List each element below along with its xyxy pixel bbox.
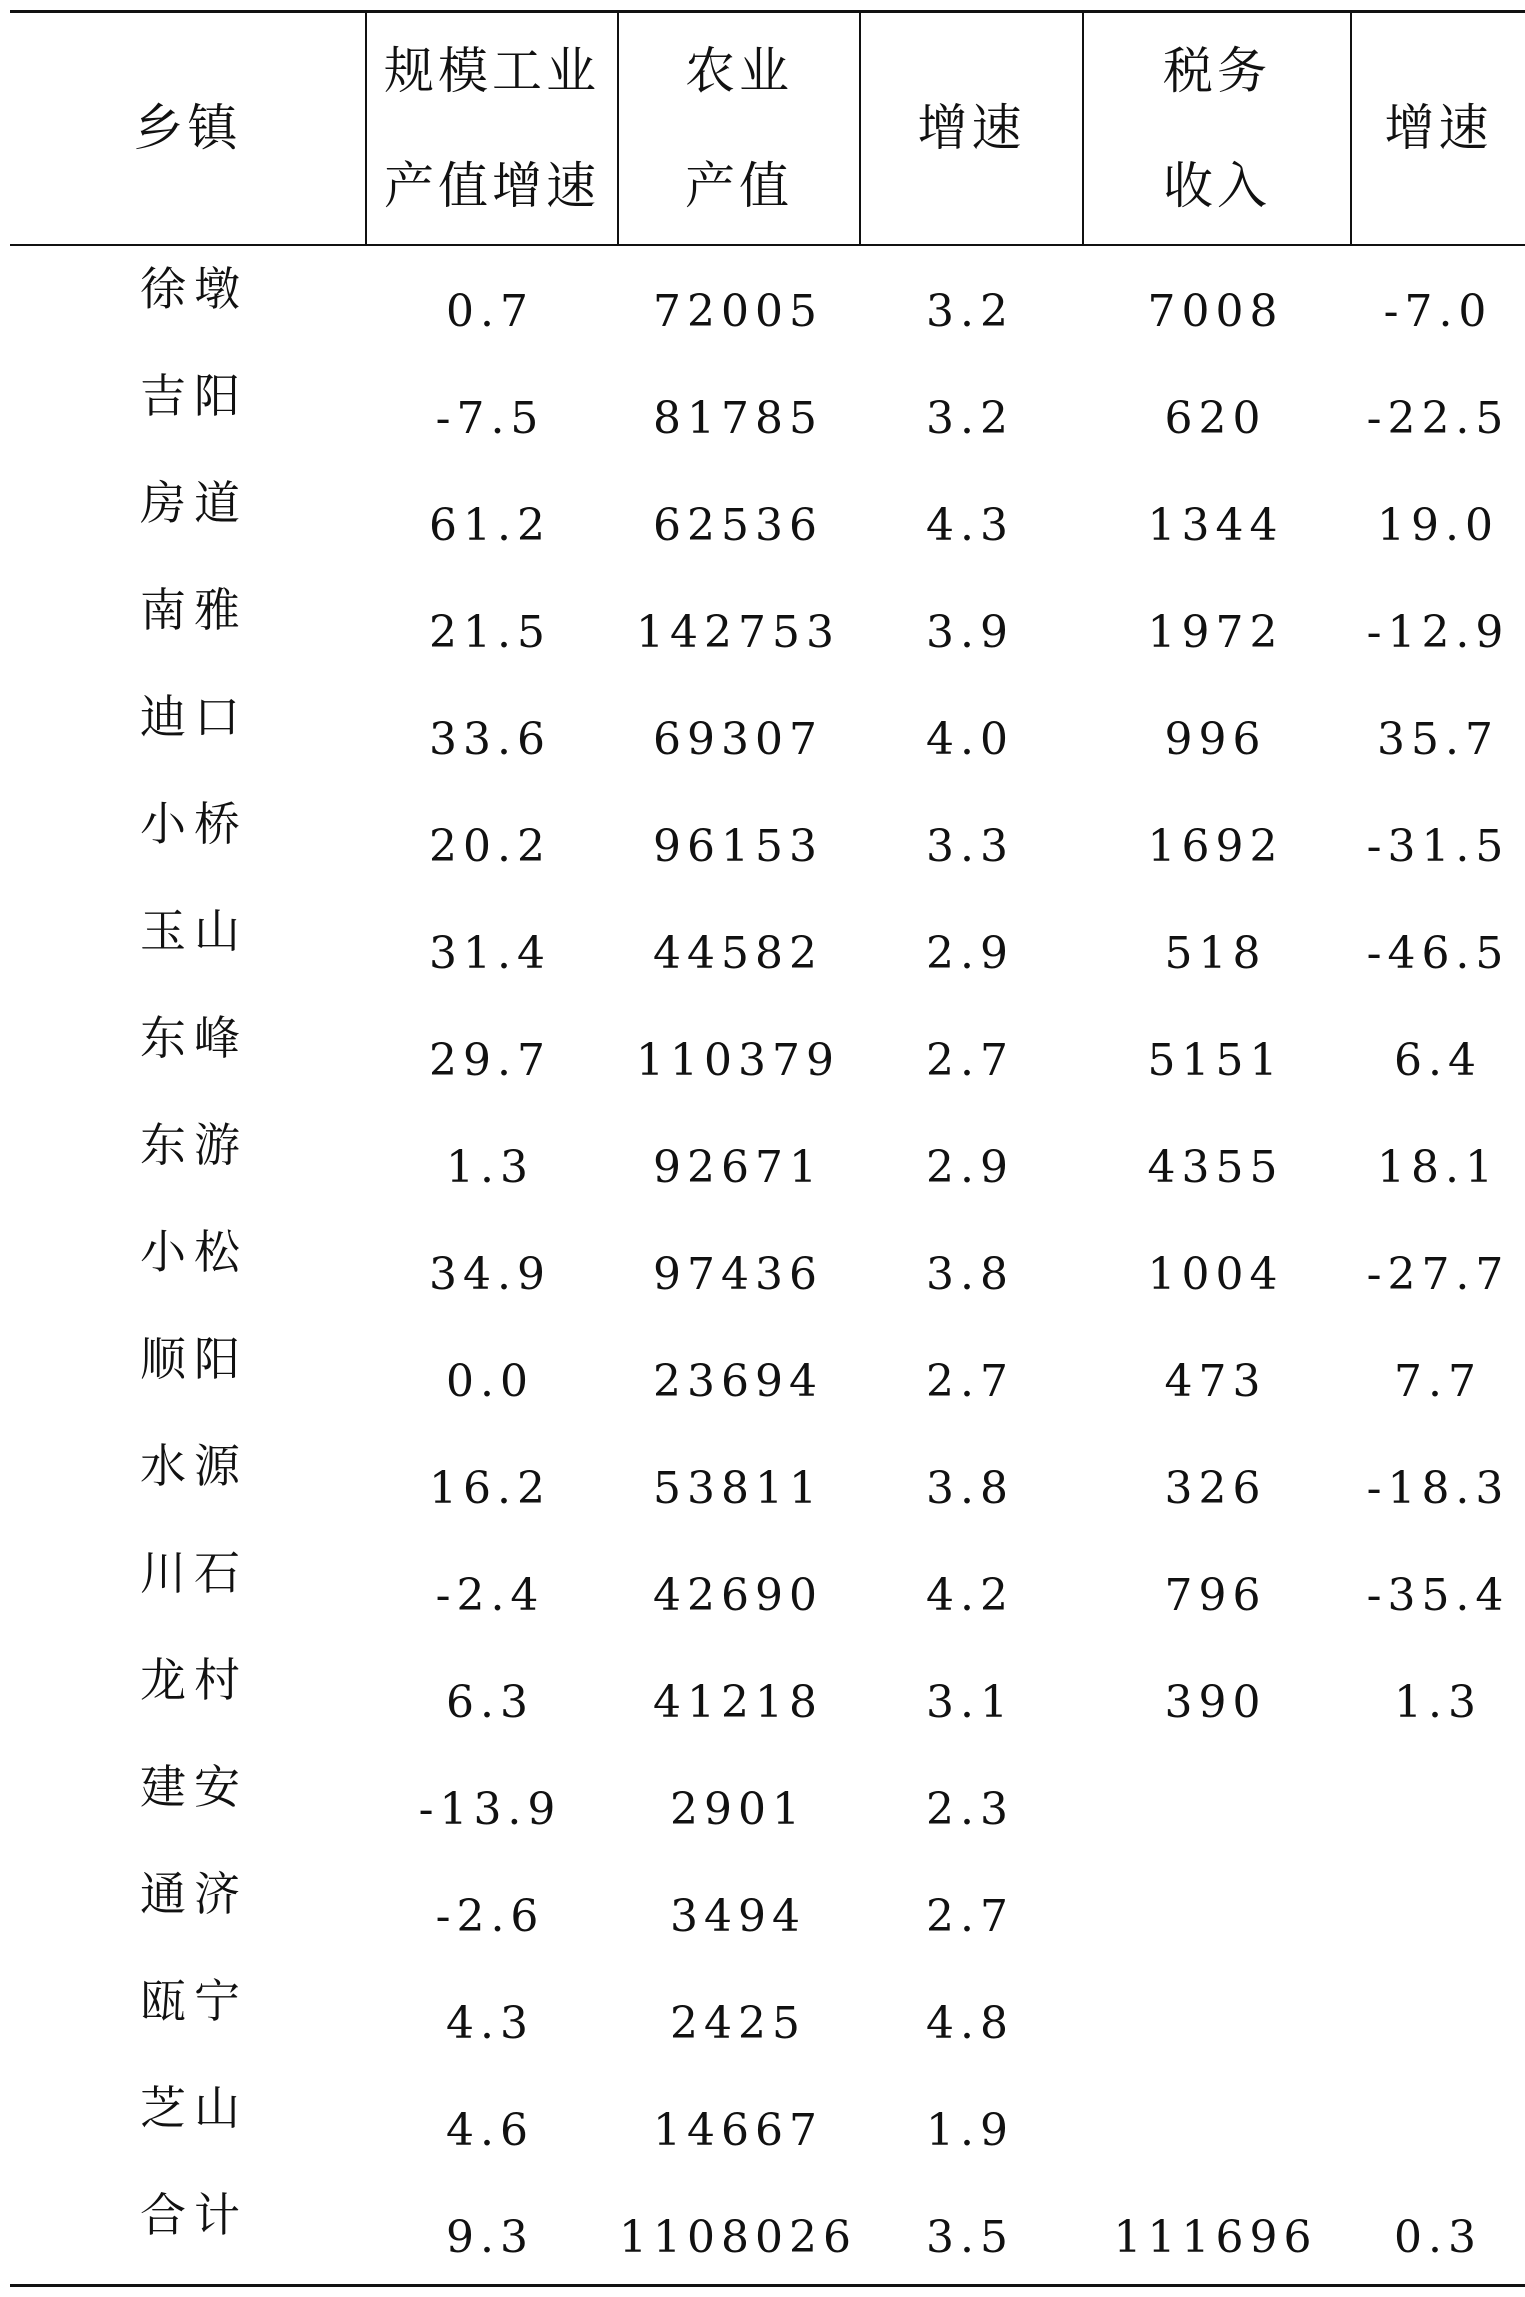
- industry-growth-cell: 21.5: [429, 607, 551, 658]
- header-agri-growth-label: 增速: [917, 99, 1026, 157]
- industry-growth-cell: 33.6: [429, 714, 551, 765]
- industry-growth-cell: 0.7: [446, 286, 534, 337]
- agri-value-cell: 97436: [653, 1249, 823, 1300]
- town-cell: 通济: [140, 1867, 248, 1921]
- table-row: [0, 1744, 1525, 1851]
- header-industry-line1: 规模工业: [384, 41, 600, 100]
- header-tax-line1: 税务: [1163, 41, 1271, 100]
- industry-growth-cell: 31.4: [429, 928, 551, 979]
- tax-growth-cell: [1351, 2077, 1525, 2184]
- tax-growth-cell: -7.0: [1383, 286, 1493, 337]
- agri-growth-cell: 3.8: [926, 1249, 1014, 1300]
- town-cell: 川石: [140, 1546, 248, 1600]
- industry-growth-cell: -13.9: [418, 1784, 562, 1835]
- town-cell: 水源: [140, 1439, 248, 1493]
- table-row: [0, 1530, 1525, 1637]
- tax-cell: 473: [1164, 1356, 1267, 1407]
- agri-value-cell: 53811: [653, 1463, 823, 1514]
- agri-value-cell: 3494: [670, 1891, 806, 1942]
- table-row: [0, 674, 1525, 781]
- tax-cell: 1004: [1147, 1249, 1284, 1300]
- tax-growth-cell: 35.7: [1377, 714, 1499, 765]
- town-cell: 东游: [140, 1118, 248, 1172]
- tax-cell: 1692: [1147, 821, 1284, 872]
- tax-cell: 620: [1164, 393, 1267, 444]
- table-row: [0, 353, 1525, 460]
- industry-growth-cell: 29.7: [429, 1035, 551, 1086]
- town-cell: 徐墩: [140, 262, 248, 316]
- tax-cell: 4355: [1147, 1142, 1284, 1193]
- tax-growth-cell: 19.0: [1377, 500, 1499, 551]
- agri-growth-cell: 3.2: [926, 393, 1014, 444]
- town-cell: 南雅: [140, 583, 248, 637]
- table-row: [0, 1637, 1525, 1744]
- table-row: [0, 1316, 1525, 1423]
- table-row: [0, 1423, 1525, 1530]
- agri-value-cell: 42690: [653, 1570, 823, 1621]
- tax-growth-cell: -35.4: [1366, 1570, 1510, 1621]
- header-industry-growth: [367, 13, 617, 244]
- agri-growth-cell: 3.1: [926, 1677, 1014, 1728]
- agri-value-cell: 14667: [653, 2105, 823, 2156]
- header-agri-value: [619, 13, 859, 244]
- tax-growth-cell: 0.3: [1394, 2212, 1482, 2263]
- industry-growth-cell: 4.6: [446, 2105, 534, 2156]
- tax-growth-cell: -31.5: [1366, 821, 1510, 872]
- town-cell: 合计: [140, 2188, 248, 2242]
- table-row: [0, 567, 1525, 674]
- tax-growth-cell: [1351, 1756, 1525, 1863]
- tax-cell: 996: [1164, 714, 1267, 765]
- tax-growth-cell: 1.3: [1394, 1677, 1482, 1728]
- tax-growth-cell: 18.1: [1377, 1142, 1499, 1193]
- tax-cell: [1083, 1756, 1348, 1863]
- table-row: [0, 460, 1525, 567]
- industry-growth-cell: 20.2: [429, 821, 551, 872]
- agri-value-cell: 44582: [653, 928, 823, 979]
- agri-value-cell: 41218: [653, 1677, 823, 1728]
- town-cell: 东峰: [140, 1011, 248, 1065]
- agri-growth-cell: 2.7: [926, 1035, 1014, 1086]
- agri-growth-cell: 3.5: [926, 2212, 1014, 2263]
- tax-growth-cell: -46.5: [1366, 928, 1510, 979]
- agri-growth-cell: 4.0: [926, 714, 1014, 765]
- agri-value-cell: 110379: [636, 1035, 840, 1086]
- agri-value-cell: 72005: [653, 286, 823, 337]
- agri-growth-cell: 4.8: [926, 1998, 1014, 2049]
- town-cell: 顺阳: [140, 1332, 248, 1386]
- town-cell: 房道: [140, 476, 248, 530]
- tax-growth-cell: -18.3: [1366, 1463, 1510, 1514]
- industry-growth-cell: 4.3: [446, 1998, 534, 2049]
- header-tax-line2: 收入: [1163, 156, 1271, 215]
- header-agri-growth: [861, 13, 1082, 244]
- agri-growth-cell: 2.7: [926, 1356, 1014, 1407]
- tax-cell: [1083, 2077, 1348, 2184]
- tax-growth-cell: -12.9: [1366, 607, 1510, 658]
- industry-growth-cell: 16.2: [429, 1463, 551, 1514]
- industry-growth-cell: 34.9: [429, 1249, 551, 1300]
- agri-growth-cell: 2.9: [926, 1142, 1014, 1193]
- tax-cell: 1344: [1147, 500, 1284, 551]
- agri-growth-cell: 2.9: [926, 928, 1014, 979]
- tax-cell: 7008: [1147, 286, 1284, 337]
- table-row: [0, 1958, 1525, 2065]
- tax-growth-cell: 6.4: [1394, 1035, 1482, 1086]
- table-row: [0, 781, 1525, 888]
- table-row: [0, 2065, 1525, 2172]
- total-row: [0, 2172, 1525, 2279]
- agri-growth-cell: 3.2: [926, 286, 1014, 337]
- agri-growth-cell: 4.2: [926, 1570, 1014, 1621]
- agri-growth-cell: 3.9: [926, 607, 1014, 658]
- table-row: [0, 1851, 1525, 1958]
- agri-growth-cell: 3.8: [926, 1463, 1014, 1514]
- industry-growth-cell: 0.0: [446, 1356, 534, 1407]
- tax-cell: [1083, 1970, 1348, 2077]
- table-row: [0, 1209, 1525, 1316]
- header-industry-line2: 产值增速: [384, 156, 600, 215]
- agri-value-cell: 96153: [653, 821, 823, 872]
- table-row: [0, 1102, 1525, 1209]
- agri-growth-cell: 1.9: [926, 2105, 1014, 2156]
- header-agri-line2: 产值: [685, 156, 793, 215]
- agri-growth-cell: 2.7: [926, 1891, 1014, 1942]
- town-cell: 玉山: [140, 904, 248, 958]
- agri-value-cell: 2425: [670, 1998, 806, 2049]
- table-row: [0, 246, 1525, 353]
- tax-cell: 5151: [1147, 1035, 1284, 1086]
- tax-growth-cell: 7.7: [1394, 1356, 1482, 1407]
- tax-cell: [1083, 1863, 1348, 1970]
- town-cell: 小桥: [140, 797, 248, 851]
- tax-cell: 326: [1164, 1463, 1267, 1514]
- agri-growth-cell: 2.3: [926, 1784, 1014, 1835]
- tax-cell: 1972: [1147, 607, 1284, 658]
- industry-growth-cell: -2.4: [435, 1570, 545, 1621]
- tax-growth-cell: -22.5: [1366, 393, 1510, 444]
- table-row: [0, 995, 1525, 1102]
- town-cell: 迪口: [140, 690, 248, 744]
- agri-value-cell: 2901: [670, 1784, 806, 1835]
- industry-growth-cell: -7.5: [435, 393, 545, 444]
- tax-cell: 518: [1164, 928, 1267, 979]
- tax-cell: 390: [1164, 1677, 1267, 1728]
- agri-value-cell: 81785: [653, 393, 823, 444]
- agri-value-cell: 92671: [653, 1142, 823, 1193]
- header-town-label: 乡镇: [133, 99, 242, 157]
- tax-growth-cell: -27.7: [1366, 1249, 1510, 1300]
- tax-cell: 111696: [1113, 2212, 1318, 2263]
- header-town: [10, 13, 365, 244]
- industry-growth-cell: 9.3: [446, 2212, 534, 2263]
- town-cell: 吉阳: [140, 369, 248, 423]
- industry-growth-cell: 1.3: [446, 1142, 534, 1193]
- agri-value-cell: 69307: [653, 714, 823, 765]
- industry-growth-cell: 6.3: [446, 1677, 534, 1728]
- town-cell: 龙村: [140, 1653, 248, 1707]
- industry-growth-cell: 61.2: [429, 500, 551, 551]
- agri-value-cell: 62536: [653, 500, 823, 551]
- header-tax-growth: [1352, 13, 1525, 244]
- agri-growth-cell: 4.3: [926, 500, 1014, 551]
- town-cell: 芝山: [140, 2081, 248, 2135]
- agri-growth-cell: 3.3: [926, 821, 1014, 872]
- tax-growth-cell: [1351, 1970, 1525, 2077]
- town-cell: 瓯宁: [140, 1974, 248, 2028]
- agri-value-cell: 23694: [653, 1356, 823, 1407]
- header-agri-line1: 农业: [685, 41, 793, 100]
- header-tax-growth-label: 增速: [1384, 99, 1493, 157]
- header-tax: [1084, 13, 1350, 244]
- tax-cell: 796: [1164, 1570, 1267, 1621]
- table-row: [0, 888, 1525, 995]
- agri-value-cell: 142753: [636, 607, 840, 658]
- industry-growth-cell: -2.6: [435, 1891, 545, 1942]
- agri-value-cell: 1108026: [619, 2212, 857, 2263]
- town-cell: 建安: [140, 1760, 248, 1814]
- town-cell: 小松: [140, 1225, 248, 1279]
- tax-growth-cell: [1351, 1863, 1525, 1970]
